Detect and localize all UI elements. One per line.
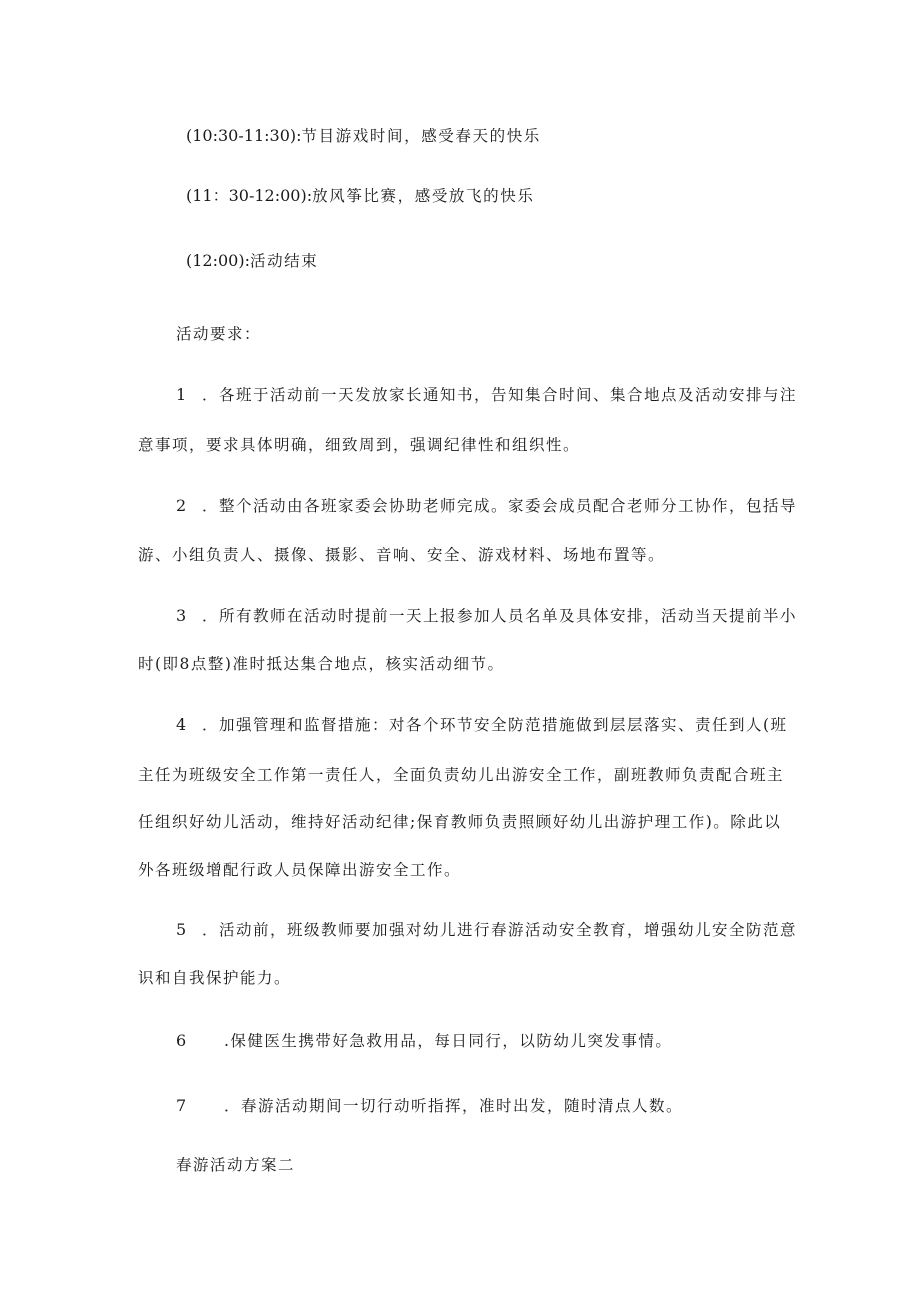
- item-continuation: 游、小组负责人、摄像、摄影、音响、安全、游戏材料、场地布置等。: [138, 546, 666, 564]
- list-item: [176, 715, 788, 735]
- schedule-line: [186, 126, 541, 146]
- item-continuation: 外各班级增配行政人员保障出游安全工作。: [138, 861, 462, 879]
- schedule-desc: 活动结束: [249, 252, 319, 270]
- item-number: 6: [176, 1031, 187, 1050]
- list-item: [176, 1096, 683, 1116]
- item-continuation: 主任为班级安全工作第一责任人，全面负责幼儿出游安全工作，副班教师负责配合班主: [138, 766, 785, 784]
- item-text: ．各班于活动前一天发放家长通知书，告知集合时间、集合地点及活动安排与注: [202, 386, 798, 404]
- section-heading: 活动要求：: [176, 325, 262, 343]
- schedule-desc: 节目游戏时间，感受春天的快乐: [301, 127, 541, 145]
- item-continuation: 时(即8点整)准时抵达集合地点，核实活动细节。: [138, 655, 505, 673]
- list-item: [176, 1031, 672, 1051]
- item-text: ．春游活动期间一切行动听指挥，准时出发，随时清点人数。: [224, 1097, 684, 1115]
- section-title: 春游活动方案二: [176, 1156, 296, 1174]
- item-number: 2: [176, 496, 187, 515]
- item-continuation: 识和自我保护能力。: [138, 969, 292, 987]
- item-number: 7: [176, 1096, 187, 1115]
- item-text: ．加强管理和监督措施：对各个环节安全防范措施做到层层落实、责任到人(班: [202, 716, 788, 734]
- list-item: [176, 920, 797, 940]
- schedule-desc: 放风筝比赛，感受放飞的快乐: [312, 187, 535, 205]
- item-text: ．所有教师在活动时提前一天上报参加人员名单及具体安排，活动当天提前半小: [202, 607, 798, 625]
- item-number: 1: [176, 385, 187, 404]
- schedule-line: [186, 251, 318, 271]
- item-number: 4: [176, 715, 187, 734]
- schedule-line: [186, 186, 534, 206]
- schedule-time: (10:30-11:30):: [186, 126, 302, 145]
- schedule-time: (12:00):: [186, 251, 250, 270]
- item-text: ．整个活动由各班家委会协助老师完成。家委会成员配合老师分工协作，包括导: [202, 497, 798, 515]
- list-item: [176, 496, 797, 516]
- schedule-time: (11：30-12:00):: [186, 186, 313, 205]
- item-text: .保健医生携带好急救用品，每日同行，以防幼儿突发事情。: [224, 1032, 673, 1050]
- item-continuation: 意事项，要求具体明确，细致周到，强调纪律性和组织性。: [138, 436, 581, 454]
- item-continuation: 任组织好幼儿活动，维持好活动纪律;保育教师负责照顾好幼儿出游护理工作)。除此以: [138, 813, 782, 831]
- list-item: [176, 385, 797, 405]
- list-item: [176, 606, 797, 626]
- item-number: 5: [176, 920, 187, 939]
- item-text: ．活动前，班级教师要加强对幼儿进行春游活动安全教育，增强幼儿安全防范意: [202, 921, 798, 939]
- item-number: 3: [176, 606, 187, 625]
